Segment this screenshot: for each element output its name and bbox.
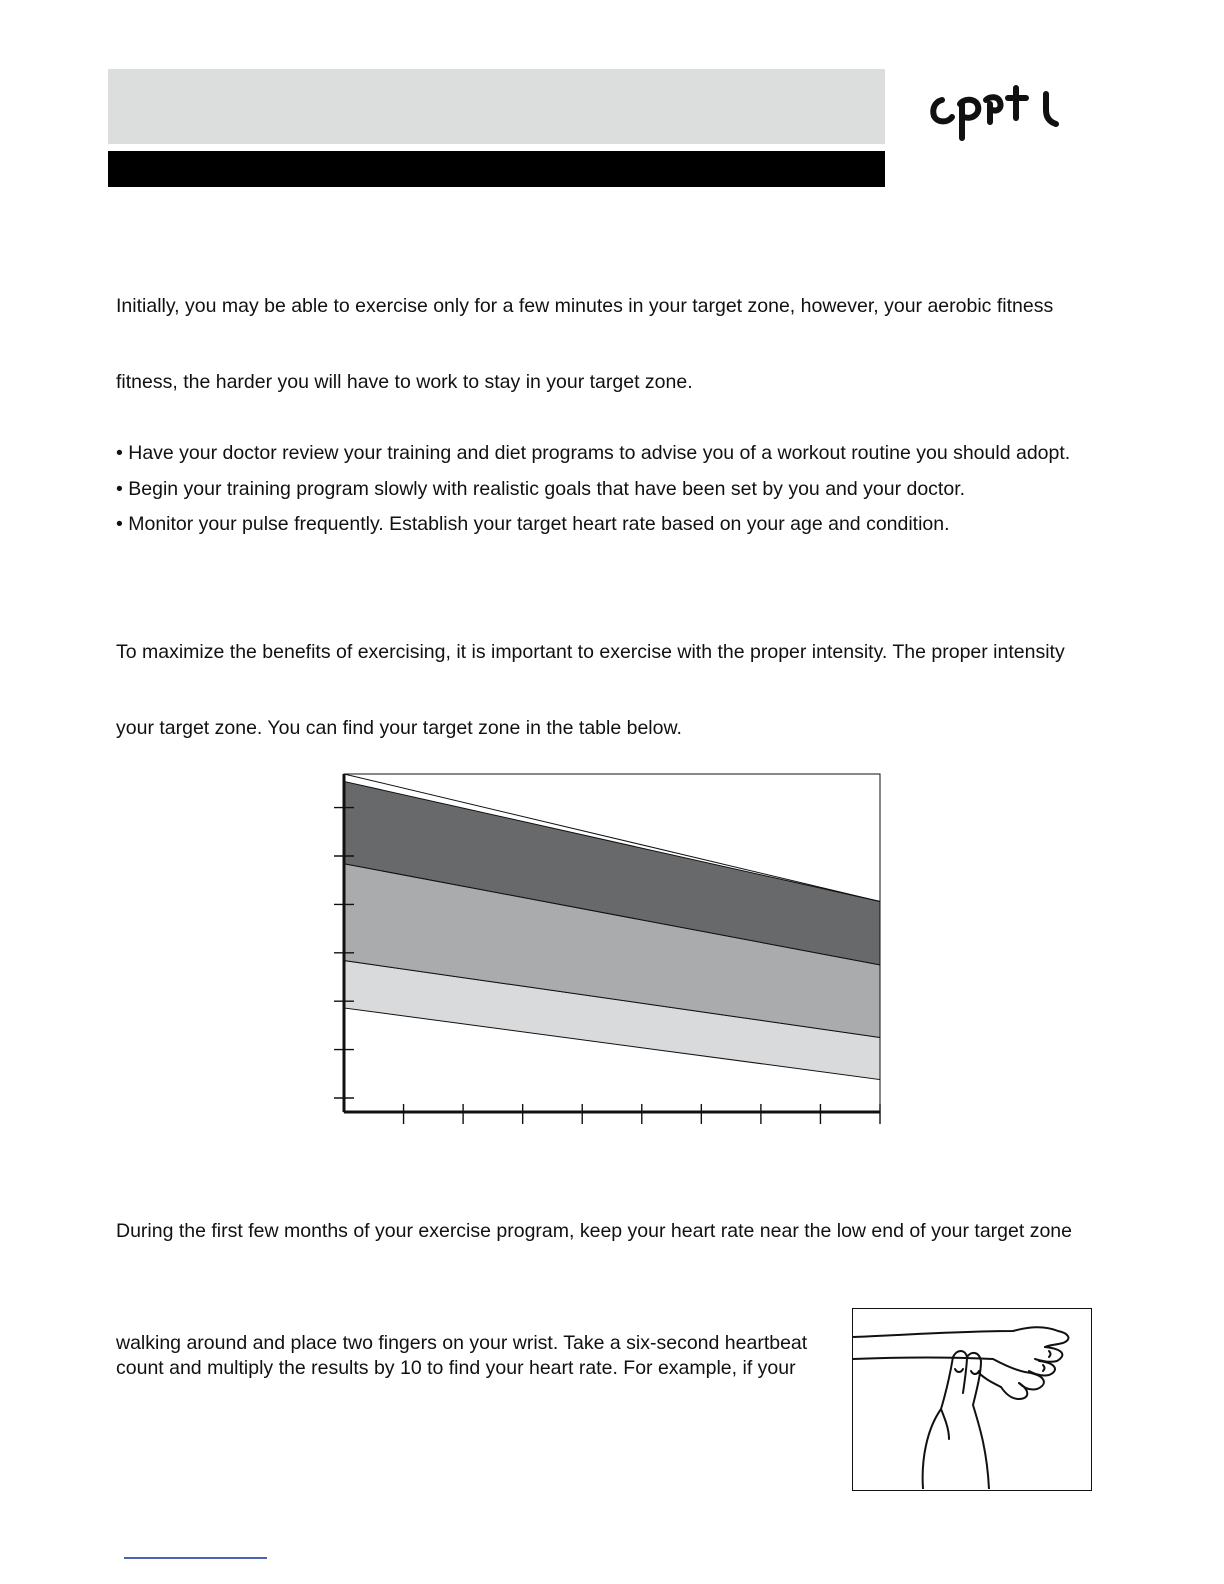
intro-paragraph-line-2: fitness, the harder you will have to work to stay in your target zone. <box>116 371 693 393</box>
intensity-paragraph-line-1: To maximize the benefits of exercising, it is important to exercise with the proper intensity. The proper intensity <box>116 641 1065 663</box>
bullet-doctor-review: • Have your doctor review your training and diet programs to advise you of a workout routine you should adopt. <box>116 442 1071 464</box>
bullet-begin-slowly: • Begin your training program slowly with realistic goals that have been set by you and your doctor. <box>116 478 966 500</box>
wrist-pulse-drawing <box>853 1309 1090 1489</box>
header-title-bar <box>108 69 885 144</box>
target-zone-chart <box>330 768 890 1130</box>
bullet-monitor-pulse: • Monitor your pulse frequently. Establish your target heart rate based on your age and condition. <box>116 513 950 535</box>
header-section-bar <box>108 151 885 187</box>
first-months-paragraph-line-1: During the first few months of your exercise program, keep your heart rate near the low end of your target zone <box>116 1220 1072 1242</box>
intensity-paragraph-line-2: your target zone. You can find your target zone in the table below. <box>116 717 682 739</box>
pulse-paragraph-line-1: walking around and place two fingers on your wrist. Take a six-second heartbeat <box>116 1332 808 1354</box>
opti-logo <box>928 80 1060 146</box>
wrist-pulse-illustration <box>852 1308 1092 1491</box>
footer-link-underline <box>124 1557 267 1559</box>
intro-paragraph-line-1: Initially, you may be able to exercise only for a few minutes in your target zone, however, your aerobic fitness <box>116 295 1054 317</box>
pulse-paragraph-line-2: count and multiply the results by 10 to find your heart rate. For example, if your <box>116 1357 796 1379</box>
